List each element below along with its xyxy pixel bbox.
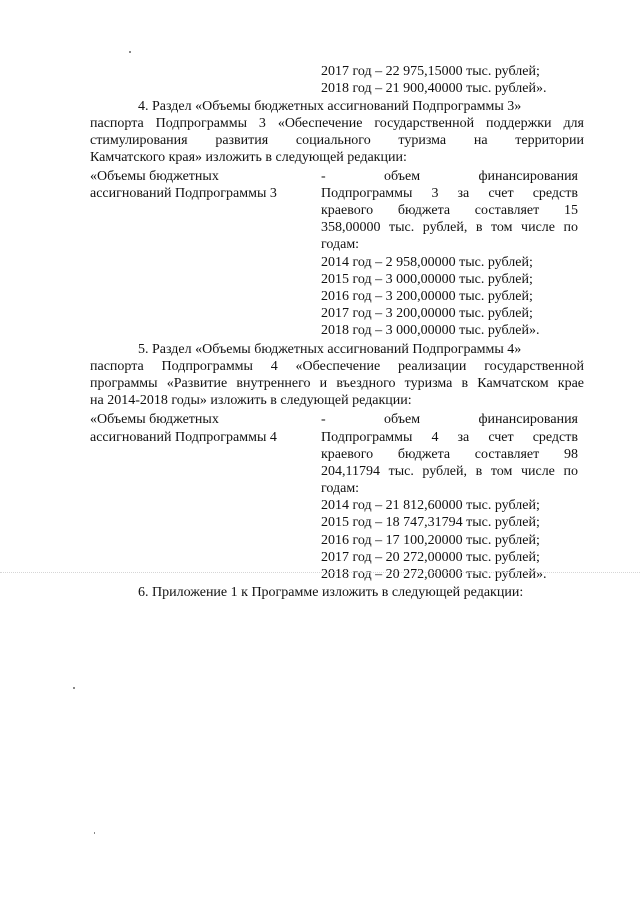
section5-label: «Объемы бюджетных bbox=[90, 412, 219, 427]
section5-value-line: краевого бюджета составляет 98 bbox=[321, 447, 578, 462]
section4-para-line: 4. Раздел «Объемы бюджетных ассигнований Подпрограммы 3» bbox=[138, 99, 522, 114]
section5-para-line: 5. Раздел «Объемы бюджетных ассигнований Подпрограммы 4» bbox=[138, 342, 522, 357]
scan-dotted-line bbox=[0, 572, 640, 574]
section4-year-line: 2017 год – 3 200,00000 тыс. рублей; bbox=[321, 306, 533, 321]
section4-value-line: 358,00000 тыс. рублей, в том числе по bbox=[321, 220, 578, 235]
section5-year-line: 2014 год – 21 812,60000 тыс. рублей; bbox=[321, 498, 540, 513]
section4-value-line: - объем финансирования bbox=[321, 169, 578, 184]
section5-para-line: на 2014-2018 годы» изложить в следующей редакции: bbox=[90, 393, 412, 408]
section6-line: 6. Приложение 1 к Программе изложить в следующей редакции: bbox=[138, 585, 524, 600]
section4-value-line: краевого бюджета составляет 15 bbox=[321, 203, 578, 218]
section5-value-line: 204,11794 тыс. рублей, в том числе по bbox=[321, 464, 578, 479]
section4-year-line: 2018 год – 3 000,00000 тыс. рублей». bbox=[321, 323, 540, 338]
section5-value-line: годам: bbox=[321, 481, 360, 496]
scan-speck bbox=[129, 51, 131, 53]
scan-speck bbox=[94, 832, 95, 834]
section4-year-line: 2014 год – 2 958,00000 тыс. рублей; bbox=[321, 255, 533, 270]
section5-year-line: 2016 год – 17 100,20000 тыс. рублей; bbox=[321, 533, 540, 548]
section4-para-line: Камчатского края» изложить в следующей редакции: bbox=[90, 150, 407, 165]
section4-value-line: годам: bbox=[321, 237, 360, 252]
section4-value-line: Подпрограммы 3 за счет средств bbox=[321, 186, 578, 201]
section5-year-line: 2017 год – 20 272,00000 тыс. рублей; bbox=[321, 550, 540, 565]
section5-label: ассигнований Подпрограммы 4 bbox=[90, 430, 277, 445]
section5-value-line: - объем финансирования bbox=[321, 412, 578, 427]
section4-year-line: 2016 год – 3 200,00000 тыс. рублей; bbox=[321, 289, 533, 304]
section4-label: «Объемы бюджетных bbox=[90, 169, 219, 184]
section5-para-line: программы «Развитие внутреннего и въездного туризма в Камчатском крае bbox=[90, 376, 584, 391]
section4-para-line: паспорта Подпрограммы 3 «Обеспечение государственной поддержки для bbox=[90, 116, 584, 131]
section4-para-line: стимулирования развития социального туризма на территории bbox=[90, 133, 584, 148]
section5-para-line: паспорта Подпрограммы 4 «Обеспечение реализации государственной bbox=[90, 359, 584, 374]
section5-year-line: 2018 год – 20 272,00000 тыс. рублей». bbox=[321, 567, 547, 582]
section5-year-line: 2015 год – 18 747,31794 тыс. рублей; bbox=[321, 515, 540, 530]
scan-speck bbox=[73, 687, 75, 689]
budget-line-2017: 2017 год – 22 975,15000 тыс. рублей; bbox=[321, 64, 540, 79]
section4-year-line: 2015 год – 3 000,00000 тыс. рублей; bbox=[321, 272, 533, 287]
budget-line-2018: 2018 год – 21 900,40000 тыс. рублей». bbox=[321, 81, 547, 96]
section4-label: ассигнований Подпрограммы 3 bbox=[90, 186, 277, 201]
section5-value-line: Подпрограммы 4 за счет средств bbox=[321, 430, 578, 445]
